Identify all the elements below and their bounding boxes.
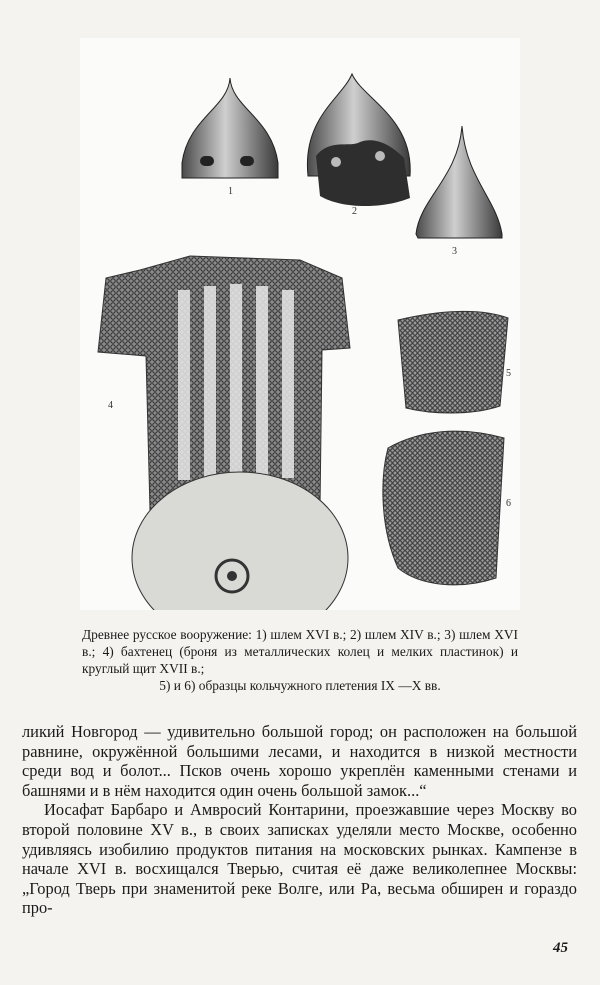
bakhterets <box>98 256 350 510</box>
figure-label-6: 6 <box>506 498 511 509</box>
armor-illustration <box>80 38 520 610</box>
helmet-1 <box>182 78 278 178</box>
page-number: 45 <box>553 940 568 956</box>
helmet-3 <box>416 126 502 238</box>
caption-line-1: Древнее русское вооружение: 1) шлем XVI в.; 2) шлем XIV в.; 3) шлем XVI в.; 4) бахтенец (броня из металлических колец и мелких пластинок) и круглый щит XVII в.; <box>82 627 518 676</box>
helmet-2 <box>307 74 410 206</box>
figure-label-1: 1 <box>228 186 233 197</box>
mail-sample-6 <box>383 431 504 585</box>
figure-caption <box>82 626 518 694</box>
paragraph-2: Иосафат Барбаро и Амвросий Контарини, проезжавшие через Москву во второй половине XV в., в своих записках уделяли место Москве, особенно удивляясь изобилию продуктов питания на московских рынках. Кампензе в начале XVI в. восхищался Тверью, считая её даже великолепнее Москвы: „Город Тверь при знаменитой реке Волге, или Ра, весьма обширен и гораздо про- <box>22 800 577 918</box>
illustration-plate <box>80 38 520 610</box>
figure-label-2: 2 <box>352 206 357 217</box>
figure-label-5: 5 <box>506 368 511 379</box>
body-text <box>22 722 577 918</box>
caption-line-2: 5) и 6) образцы кольчужного плетения IX —X вв. <box>159 678 441 693</box>
mail-sample-5 <box>398 311 508 413</box>
figure-label-4: 4 <box>108 400 113 411</box>
paragraph-1: ликий Новгород — удивительно большой город; он расположен на большой равнине, окружённой большими лесами, и находится в низкой местности среди вод и болот... Псков очень хорошо укреплён каменными стенами и башнями и в нём находится один очень большой замок...“ <box>22 722 577 800</box>
figure-label-3: 3 <box>452 246 457 257</box>
